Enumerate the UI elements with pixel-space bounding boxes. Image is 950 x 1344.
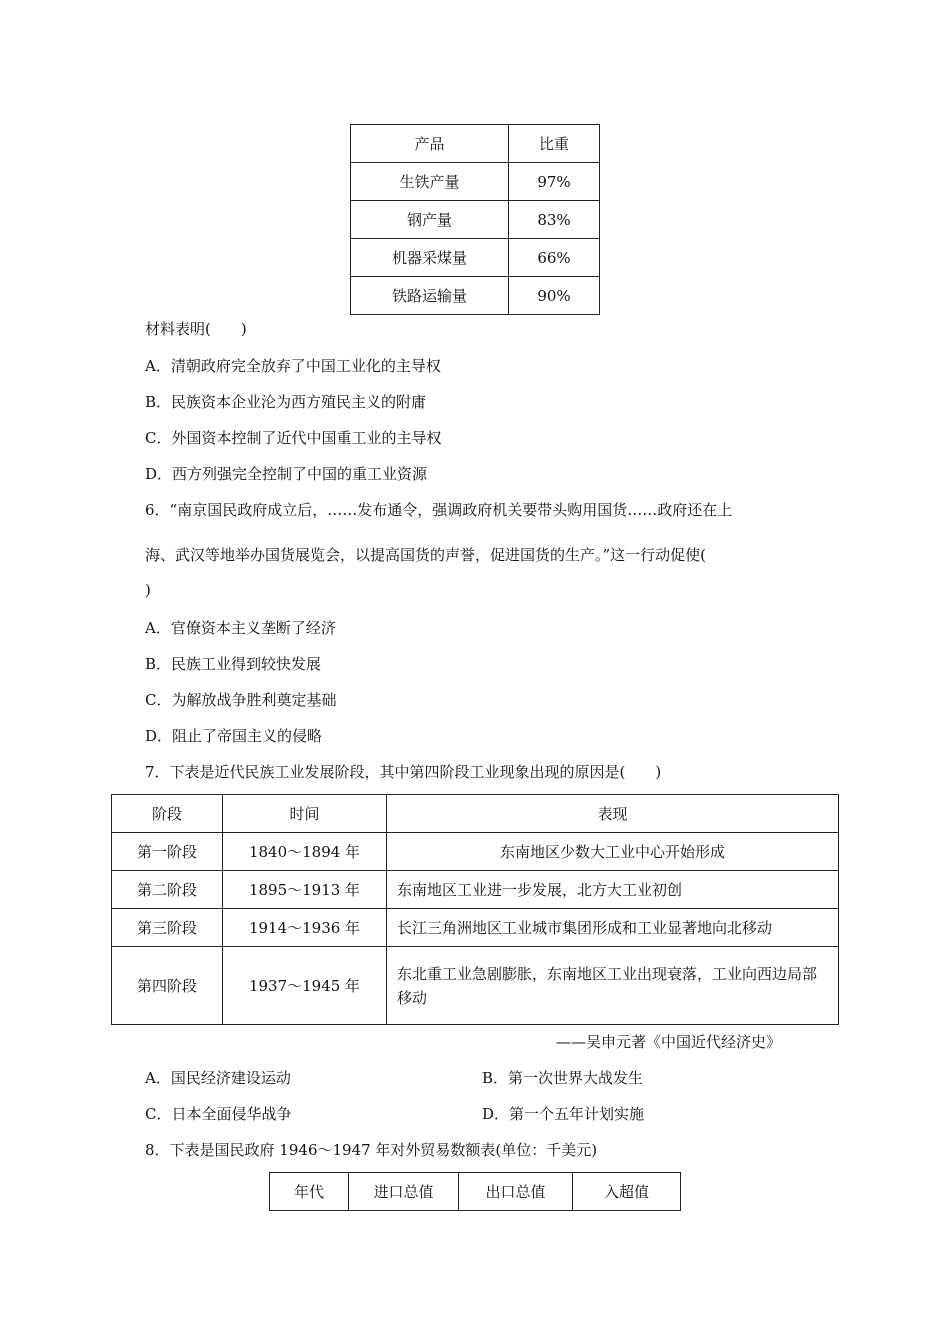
- question-6-stem-line2: 海、武汉等地举办国货展览会，以提高国货的声誉，促进国货的生产。”这一行动促使(: [145, 546, 707, 564]
- table-row: [351, 239, 600, 277]
- table-header-cell: 表现: [387, 795, 839, 833]
- table-cell: 97%: [509, 163, 600, 201]
- table-cell: 83%: [509, 201, 600, 239]
- table-cell: 第三阶段: [112, 909, 223, 947]
- table-cell: 1840～1894 年: [223, 833, 387, 871]
- question-6-option-d: D．阻止了帝国主义的侵略: [145, 727, 323, 745]
- question-6-option-a: A．官僚资本主义垄断了经济: [145, 619, 336, 637]
- table-cell: 66%: [509, 239, 600, 277]
- question-7-option-b: B．第一次世界大战发生: [482, 1069, 644, 1087]
- question-5-option-b: B．民族资本企业沦为西方殖民主义的附庸: [145, 393, 427, 411]
- trade-table: [269, 1172, 681, 1211]
- table-cell: 东南地区工业进一步发展，北方大工业初创: [387, 871, 839, 909]
- table-cell: 第一阶段: [112, 833, 223, 871]
- table-row: [112, 947, 839, 1025]
- question-5-option-c: C．外国资本控制了近代中国重工业的主导权: [145, 429, 442, 447]
- table-cell: 钢产量: [351, 201, 509, 239]
- question-6-stem-line1: 6．“南京国民政府成立后，……发布通令，强调政府机关要带头购用国货……政府还在上: [145, 501, 733, 519]
- table-cell: 1914～1936 年: [223, 909, 387, 947]
- question-8-stem: 8．下表是国民政府 1946～1947 年对外贸易数额表(单位：千美元): [145, 1141, 598, 1159]
- table-cell: 长江三角洲地区工业城市集团形成和工业显著地向北移动: [387, 909, 839, 947]
- table-cell: 第四阶段: [112, 947, 223, 1025]
- question-6-option-c: C．为解放战争胜利奠定基础: [145, 691, 337, 709]
- product-share-table: [350, 124, 600, 315]
- table-header-row: [112, 795, 839, 833]
- table-header-row: [351, 125, 600, 163]
- table-header-cell: 比重: [509, 125, 600, 163]
- table-row: [112, 871, 839, 909]
- table-header-cell: 进口总值: [349, 1173, 459, 1211]
- table-cell: 1937～1945 年: [223, 947, 387, 1025]
- question-7-option-a: A．国民经济建设运动: [145, 1069, 291, 1087]
- table-cell: 铁路运输量: [351, 277, 509, 315]
- table-cell: 东北重工业急剧膨胀，东南地区工业出现衰落，工业向西边局部移动: [387, 947, 839, 1025]
- question-5-stem: 材料表明( ): [145, 320, 247, 338]
- table-row: [351, 163, 600, 201]
- table-cell: 第二阶段: [112, 871, 223, 909]
- table-header-row: [270, 1173, 681, 1211]
- source-citation: ——吴申元著《中国近代经济史》: [556, 1033, 782, 1051]
- table-header-cell: 年代: [270, 1173, 349, 1211]
- table-cell: 东南地区少数大工业中心开始形成: [387, 833, 839, 871]
- question-6-option-b: B．民族工业得到较快发展: [145, 655, 322, 673]
- table-header-cell: 阶段: [112, 795, 223, 833]
- question-5-option-a: A．清朝政府完全放弃了中国工业化的主导权: [145, 357, 441, 375]
- table-header-cell: 出口总值: [459, 1173, 573, 1211]
- table-cell: 机器采煤量: [351, 239, 509, 277]
- table-row: [112, 909, 839, 947]
- question-7-option-d: D．第一个五年计划实施: [482, 1105, 645, 1123]
- table-header-cell: 产品: [351, 125, 509, 163]
- question-5-option-d: D．西方列强完全控制了中国的重工业资源: [145, 465, 428, 483]
- table-row: [351, 277, 600, 315]
- question-6-stem-line3: ): [145, 581, 151, 599]
- question-7-option-c: C．日本全面侵华战争: [145, 1105, 292, 1123]
- table-header-cell: 时间: [223, 795, 387, 833]
- table-row: [351, 201, 600, 239]
- table-header-cell: 入超值: [573, 1173, 681, 1211]
- question-7-stem: 7．下表是近代民族工业发展阶段，其中第四阶段工业现象出现的原因是( ): [145, 763, 662, 781]
- table-cell: 90%: [509, 277, 600, 315]
- table-row: [112, 833, 839, 871]
- table-cell: 1895～1913 年: [223, 871, 387, 909]
- table-cell: 生铁产量: [351, 163, 509, 201]
- industry-stages-table: [111, 794, 839, 1025]
